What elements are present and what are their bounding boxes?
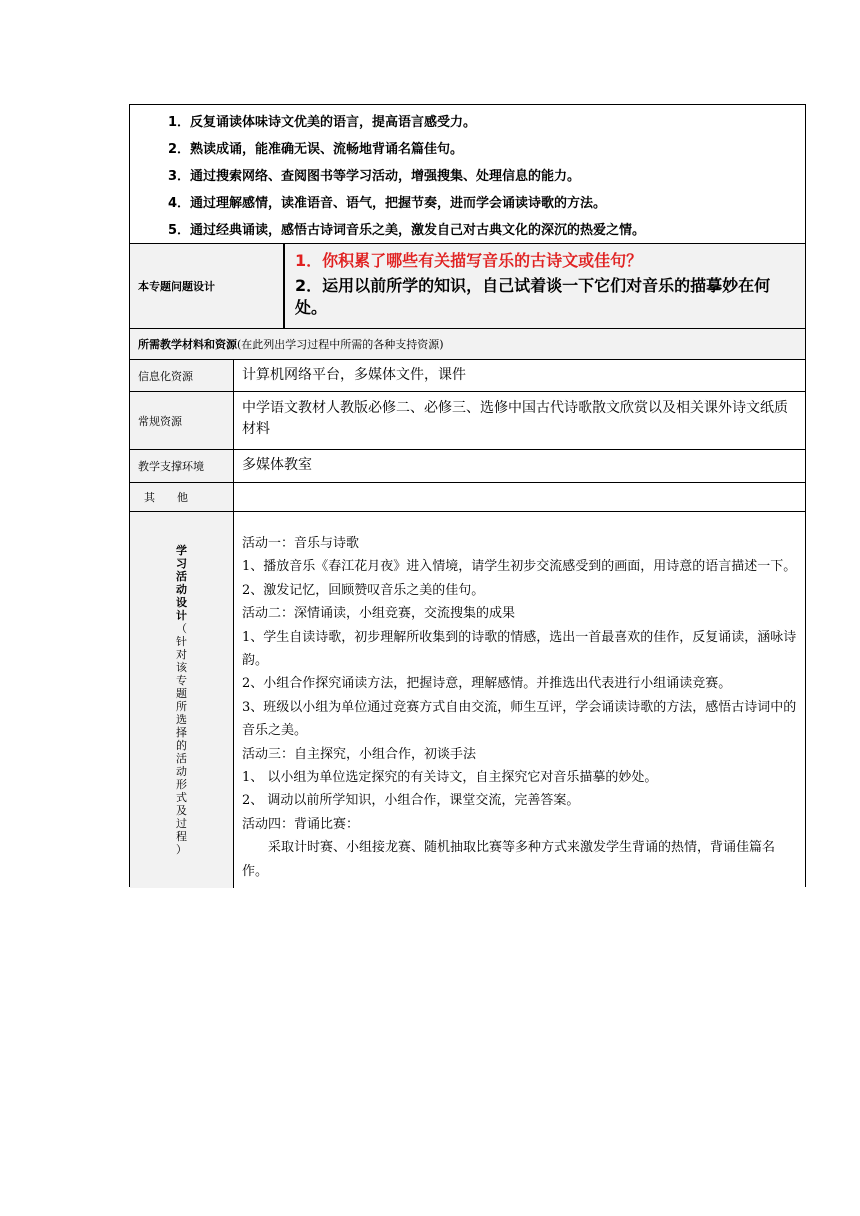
goal-item: 2．熟读成诵，能准确无误、流畅地背诵名篇佳句。 bbox=[168, 142, 464, 157]
materials-heading-note: (在此列出学习过程中所需的各种支持资源) bbox=[237, 338, 444, 351]
vertical-char: ） bbox=[176, 843, 187, 856]
vertical-char: 针 bbox=[176, 635, 187, 648]
vertical-char: 题 bbox=[176, 687, 187, 700]
resource-row bbox=[130, 392, 805, 450]
resource-label: 常规资源 bbox=[130, 392, 234, 449]
resource-row bbox=[130, 450, 805, 483]
activity-line: 采取计时赛、小组接龙赛、随机抽取比赛等多种方式来激发学生背诵的热情，背诵佳篇名作。 bbox=[242, 840, 776, 879]
vertical-char: 学 bbox=[176, 544, 187, 557]
vertical-char: （ bbox=[176, 622, 187, 635]
activity-design-content bbox=[234, 512, 805, 888]
goal-item: 4．通过理解感情，读准语音、语气，把握节奏，进而学会诵读诗歌的方法。 bbox=[168, 196, 607, 211]
activity-line: 3、班级以小组为单位通过竞赛方式自由交流，师生互评，学会诵读诗歌的方法，感悟古诗词中的音乐之美。 bbox=[242, 699, 797, 739]
vertical-char: 设 bbox=[176, 596, 187, 609]
vertical-char: 过 bbox=[176, 817, 187, 830]
activity-line: 1、 以小组为单位选定探究的有关诗文，自主探究它对音乐描摹的妙处。 bbox=[242, 770, 658, 786]
resource-value: 中学语文教材人教版必修二、必修三、选修中国古代诗歌散文欣赏以及相关课外诗文纸质材料 bbox=[234, 392, 805, 449]
resource-label: 教学支撑环境 bbox=[130, 450, 234, 482]
vertical-char: 该 bbox=[176, 661, 187, 674]
resource-value: 计算机网络平台，多媒体文件，课件 bbox=[234, 360, 805, 391]
vertical-char: 的 bbox=[176, 739, 187, 752]
resource-label: 信息化资源 bbox=[130, 360, 234, 391]
materials-heading-title: 所需教学材料和资源 bbox=[138, 338, 237, 351]
vertical-char: 程 bbox=[176, 830, 187, 843]
goal-item: 3．通过搜索网络、查阅图书等学习活动，增强搜集、处理信息的能力。 bbox=[168, 169, 581, 184]
resource-value bbox=[234, 483, 805, 511]
activity-design-row bbox=[130, 512, 805, 888]
activity-line: 2、激发记忆，回顾赞叹音乐之美的佳句。 bbox=[242, 582, 485, 598]
vertical-char: 式 bbox=[176, 791, 187, 804]
materials-heading bbox=[138, 329, 444, 359]
vertical-char: 计 bbox=[176, 609, 187, 622]
activity-line: 1、播放音乐《春江花月夜》进入情境，请学生初步交流感受到的画面，用诗意的语言描述一下。 bbox=[242, 559, 797, 575]
vertical-char: 所 bbox=[176, 700, 187, 713]
problem-design-row bbox=[130, 244, 805, 329]
vertical-char: 动 bbox=[176, 765, 187, 778]
goals-row bbox=[130, 105, 805, 244]
lesson-plan-table bbox=[129, 104, 806, 887]
resource-label: 其 他 bbox=[130, 483, 234, 511]
activity-line: 1、学生自读诗歌，初步理解所收集到的诗歌的情感，选出一首最喜欢的佳作，反复诵读，涵咏诗韵。 bbox=[242, 629, 797, 669]
activity-line: 活动二：深情诵读，小组竞赛，交流搜集的成果 bbox=[242, 606, 516, 622]
question-2: 2．运用以前所学的知识，自己试着谈一下它们对音乐的描摹妙在何处。 bbox=[295, 276, 771, 317]
vertical-char: 及 bbox=[176, 804, 187, 817]
vertical-char: 形 bbox=[176, 778, 187, 791]
resource-value: 多媒体教室 bbox=[234, 450, 805, 482]
problem-design-label: 本专题问题设计 bbox=[130, 244, 284, 328]
resource-row bbox=[130, 483, 805, 512]
activity-label-title bbox=[176, 544, 187, 622]
vertical-char: 活 bbox=[176, 752, 187, 765]
activity-line: 2、 调动以前所学知识，小组合作，课堂交流，完善答案。 bbox=[242, 793, 580, 809]
activity-line: 活动一：音乐与诗歌 bbox=[242, 536, 360, 551]
vertical-char: 活 bbox=[176, 570, 187, 583]
materials-heading-row bbox=[130, 329, 805, 360]
vertical-char: 动 bbox=[176, 583, 187, 596]
goal-item: 5．通过经典诵读，感悟古诗词音乐之美，激发自己对古典文化的深沉的热爱之情。 bbox=[168, 223, 646, 238]
vertical-char: 习 bbox=[176, 557, 187, 570]
activity-line: 2、小组合作探究诵读方法，把握诗意，理解感情。并推选出代表进行小组诵读竞赛。 bbox=[242, 676, 732, 692]
activity-label-note bbox=[176, 622, 187, 856]
vertical-char: 择 bbox=[176, 726, 187, 739]
question-1: 1．你积累了哪些有关描写音乐的古诗文或佳句？ bbox=[295, 251, 643, 270]
activity-line: 活动三：自主探究，小组合作，初谈手法 bbox=[242, 746, 477, 762]
goal-item: 1．反复诵读体味诗文优美的语言，提高语言感受力。 bbox=[168, 115, 477, 130]
resource-row bbox=[130, 360, 805, 392]
problem-design-content bbox=[284, 244, 805, 328]
vertical-char: 选 bbox=[176, 713, 187, 726]
activity-line: 活动四：背诵比赛： bbox=[242, 816, 360, 832]
activity-design-label bbox=[130, 512, 234, 888]
vertical-char: 专 bbox=[176, 674, 187, 687]
vertical-char: 对 bbox=[176, 648, 187, 661]
